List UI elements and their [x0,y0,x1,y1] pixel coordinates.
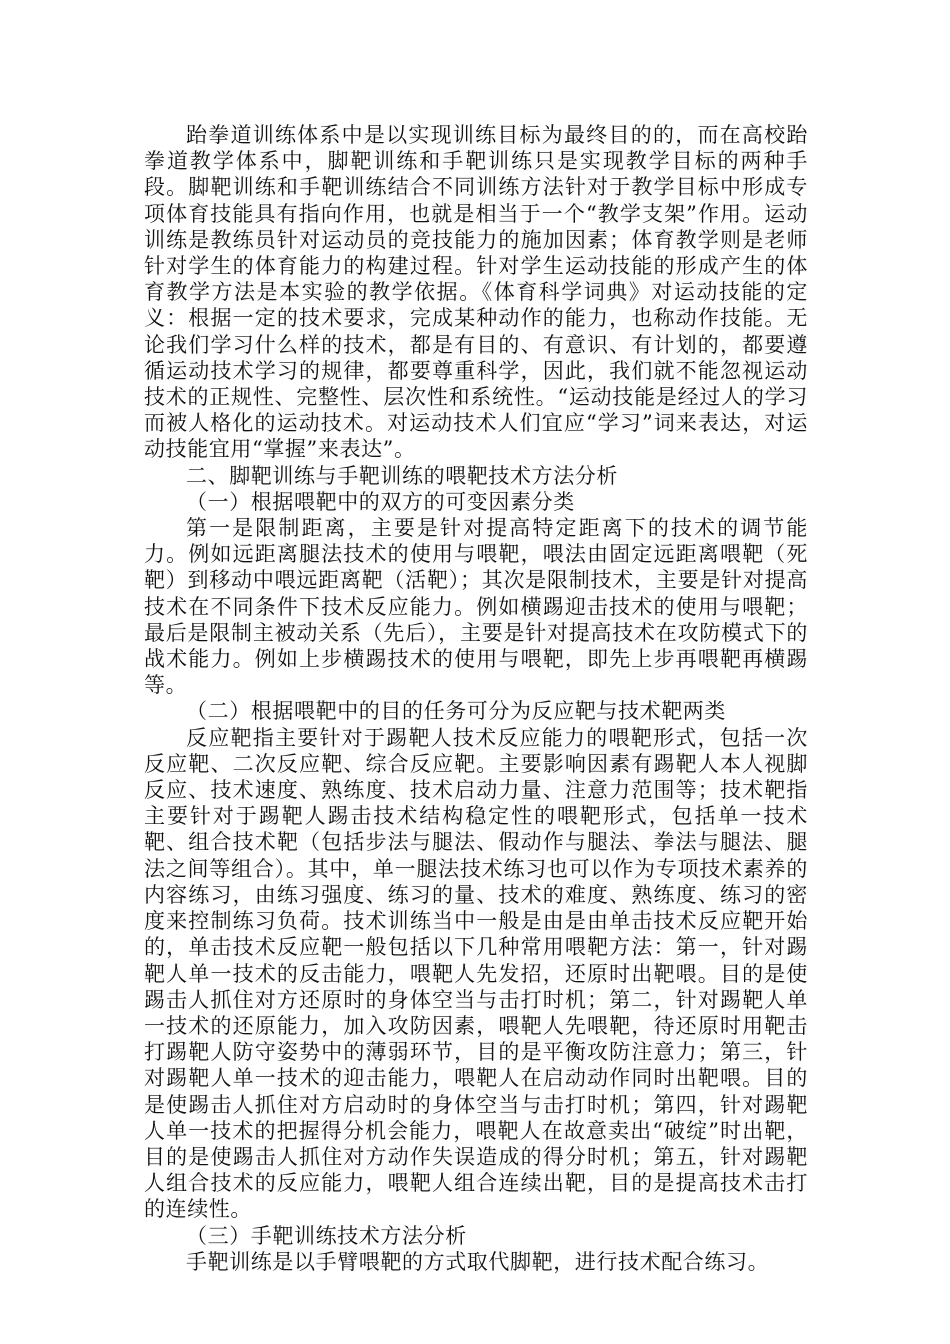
paragraph-variable-factors: 第一是限制距离，主要是针对提高特定距离下的技术的调节能力。例如远距离腿法技术的使用与喂靶，喂法由固定远距离喂靶（死靶）到移动中喂远距离靶（活靶）；其次是限制技术，主要是针对提高技术在不同条件下技术反应能力。例如横踢迎击技术的使用与喂靶；最后是限制主被动关系（先后），主要是针对提高技术在攻防模式下的战术能力。例如上步横踢技术的使用与喂靶，即先上步再喂靶再横踢等。 [144,516,808,698]
paragraph-hand-target: 手靶训练是以手臂喂靶的方式取代脚靶，进行技术配合练习。 [186,1249,770,1274]
subsection-heading-2-2: （二）根据喂靶中的目的任务可分为反应靶与技术靶两类 [186,699,726,724]
subsection-heading-2-1: （一）根据喂靶中的双方的可变因素分类 [186,489,575,514]
paragraph-reaction-technique-targets: 反应靶指主要针对于踢靶人技术反应能力的喂靶形式，包括一次反应靶、二次反应靶、综合反应靶。主要影响因素有踢靶人本人视脚反应、技术速度、熟练度、技术启动力量、注意力范围等；技术靶指主要针对于踢靶人踢击技术结构稳定性的喂靶形式，包括单一技术靶、组合技术靶（包括步法与腿法、假动作与腿法、拳法与腿法、腿法之间等组合）。其中，单一腿法技术练习也可以作为专项技术素养的内容练习，由练习强度、练习的量、技术的难度、熟练度、练习的密度来控制练习负荷。技术训练当中一般是由是由单击技术反应靶开始的，单击技术反应靶一般包括以下几种常用喂靶方法：第一，针对踢靶人单一技术的反击能力，喂靶人先发招，还原时出靶喂。目的是使踢击人抓住对方还原时的身体空当与击打时机；第二，针对踢靶人单一技术的还原能力，加入攻防因素，喂靶人先喂靶，待还原时用靶击打踢靶人防守姿势中的薄弱环节，目的是平衡攻防注意力；第三，针对踢靶人单一技术的迎击能力，喂靶人在启动动作同时出靶喂。目的是使踢击人抓住对方启动时的身体空当与击打时机；第四，针对踢靶人单一技术的把握得分机会能力，喂靶人在故意卖出“破绽”时出靶，目的是使踢击人抓住对方动作失误造成的得分时机；第五，针对踢靶人组合技术的反应能力，喂靶人组合连续出靶，目的是提高技术击打的连续性。 [144,725,808,1222]
paragraph-intro: 跆拳道训练体系中是以实现训练目标为最终目的的，而在高校跆拳道教学体系中，脚靶训练和手靶训练只是实现教学目标的两种手段。脚靶训练和手靶训练结合不同训练方法针对于教学目标中形成专项体育技能具有指向作用，也就是相当于一个“教学支架”作用。运动训练是教练员针对运动员的竞技能力的施加因素；体育教学则是老师针对学生的体育能力的构建过程。针对学生运动技能的形成产生的体育教学方法是本实验的教学依据。《体育科学词典》对运动技能的定义：根据一定的技术要求，完成某种动作的能力，也称动作技能。无论我们学习什么样的技术，都是有目的、有意识、有计划的，都要遵循运动技术学习的规律，都要尊重科学，因此，我们就不能忽视运动技术的正规性、完整性、层次性和系统性。“运动技能是经过人的学习而被人格化的运动技术。对运动技术人们宜应“学习”词来表达，对运动技能宜用“掌握”来表达”。 [144,123,808,462]
document-page [144,122,808,1275]
subsection-heading-2-3: （三）手靶训练技术方法分析 [186,1223,467,1248]
section-heading-2: 二、脚靶训练与手靶训练的喂靶技术方法分析 [186,463,618,488]
